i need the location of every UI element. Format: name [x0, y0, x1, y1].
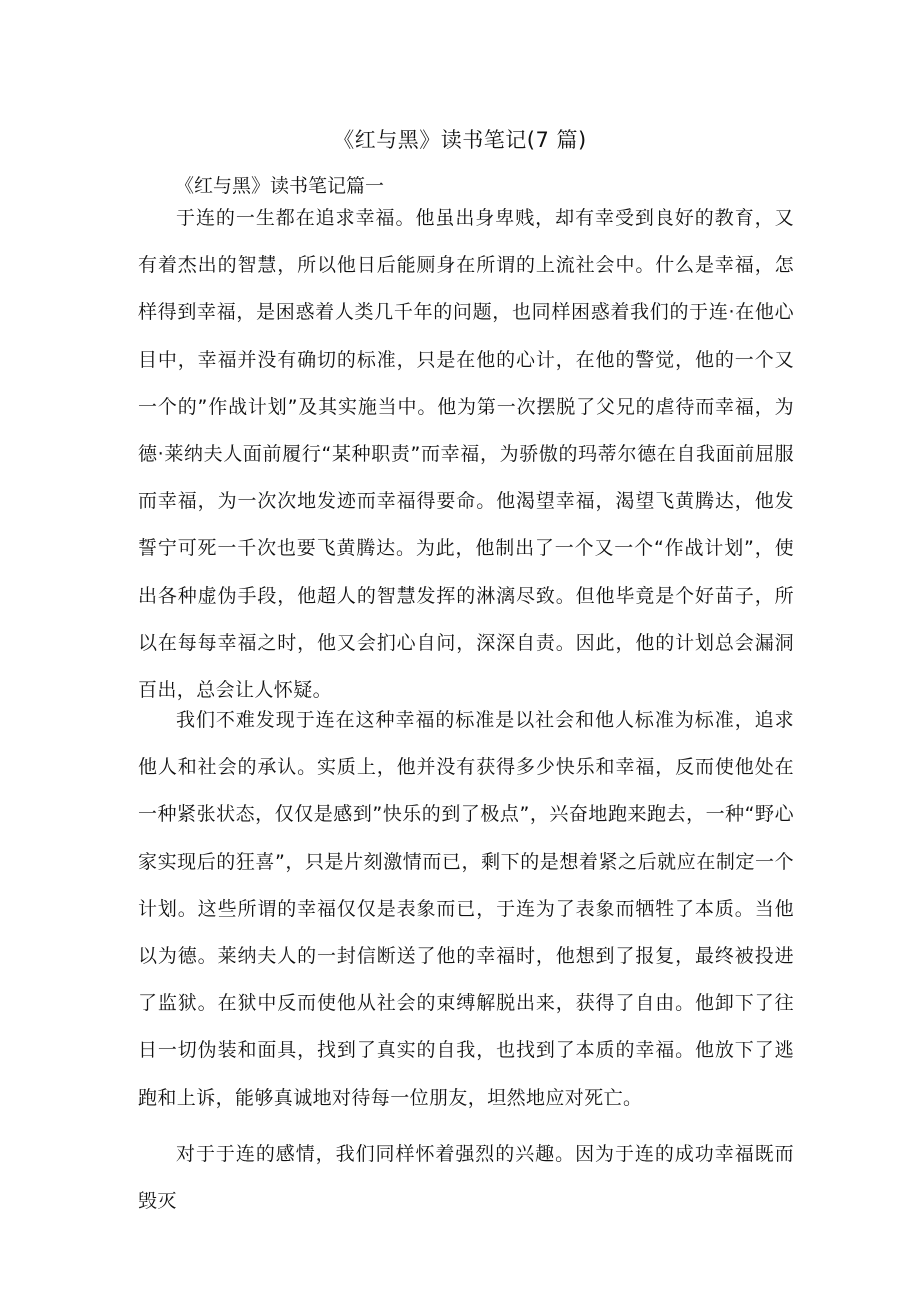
paragraph-1: 于连的一生都在追求幸福。他虽出身卑贱，却有幸受到良好的教育，又有着杰出的智慧，所以他日后能厕身在所谓的上流社会中。什么是幸福，怎样得到幸福，是困惑着人类几千年的问题，也同样困惑着我们的于连·在他心目中，幸福并没有确切的标准，只是在他的心计，在他的警觉，他的一个又一个的”作战计划”及其实施当中。他为第一次摆脱了父兄的虐待而幸福，为德·莱纳夫人面前履行“某种职责”而幸福，为骄傲的玛蒂尔德在自我面前屈服而幸福，为一次次地发迹而幸福得要命。他渴望幸福，渴望飞黄腾达，他发誓宁可死一千次也要飞黄腾达。为此，他制出了一个又一个“作战计划”，使出各种虚伪手段，他超人的智慧发挥的淋漓尽致。但他毕竟是个好苗子，所以在每每幸福之时，他又会扪心自问，深深自责。因此，他的计划总会漏洞百出，总会让人怀疑。 — [138, 207, 794, 702]
section-heading: 《红与黑》读书笔记篇一 — [175, 175, 385, 197]
document-title: 《红与黑》读书笔记(7 篇) — [333, 128, 587, 152]
paragraph-2: 我们不难发现于连在这种幸福的标准是以社会和他人标准为标准，追求他人和社会的承认。实质上，他并没有获得多少快乐和幸福，反而使他处在一种紧张状态，仅仅是感到”快乐的到了极点”，兴奋地跑来跑去，一种“野心家实现后的狂喜”，只是片刻激情而已，剩下的是想着紧之后就应在制定一个计划。这些所谓的幸福仅仅是表象而已，于连为了表象而牺牲了本质。当他以为德。莱纳夫人的一封信断送了他的幸福时，他想到了报复，最终被投进了监狱。在狱中反而使他从社会的束缚解脱出来，获得了自由。他卸下了往日一切伪装和面具，找到了真实的自我，也找到了本质的幸福。他放下了逃跑和上诉，能够真诚地对待每一位朋友，坦然地应对死亡。 — [138, 709, 794, 1109]
paragraph-3: 对于于连的感情，我们同样怀着强烈的兴趣。因为于连的成功幸福既而毁灭 — [138, 1143, 794, 1213]
